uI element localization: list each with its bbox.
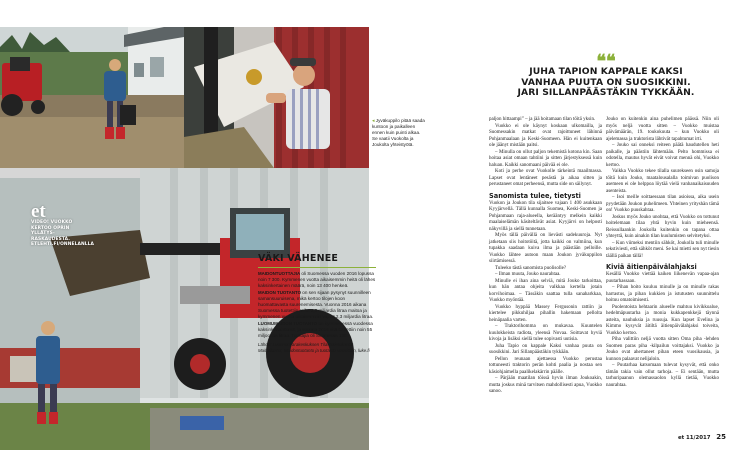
sidebar-rule <box>258 267 376 268</box>
photo-farmyard <box>0 27 184 168</box>
sidebar-source: Lähde: Luonnonvarakeskuksen Tilastotietokanta: Maitotilastot, Maidontuotanto ja tuotanto vuosittain, luke.fi <box>258 342 370 353</box>
sidebar-paragraph <box>258 321 376 339</box>
photo-caption <box>372 118 427 148</box>
pull-quote-text <box>493 67 719 99</box>
subheading: Sanomista tulee, tietysti <box>489 191 581 200</box>
paragraph: paljon hittaampi” – ja jää hoitamaan tilan töitä yksin. <box>489 117 596 122</box>
pull-quote <box>493 51 719 99</box>
paragraph: – Jouko sai onneksi reiteen päätä haudutellen heti paikalle, ja päästiin lähtemään. Pelto hommissa ei odotella, mautus hyvät eivät voivat mennä ohi, Vuokko kertoo. <box>606 143 719 168</box>
quote-line: JUHA TAPION KAPPALE KAKSI <box>529 66 683 77</box>
paragraph: Juha Tapio on kappale Kaksi vanhaa puuta on suosikkini. Jari Sillanpäästäkin tykkään. <box>489 343 602 355</box>
paragraph: Joskus myös Jouko unohtaa, että Vuokko on tottunut hoitelemaan tilaa yhtä hyvin kuin mieheensä. Reissullaankin Joukolla kuitenkin on tapana ottaa yhteyttä, kuin ainakin tilan kuulumisten selvitetyksi. <box>606 214 719 239</box>
paragraph: Puolentoista hehtaarin alueelle mahtuu kivikkoalue, hedelmäpuutarha ja monia kukkapenkkejä täynnä asteita, nauhuksia ja ruusuja. Kun lapset Evelina ja Kimmo kysyvät äitiltä äitienpäivälahjaksi toiveita, Vuokko kertoo. <box>606 304 719 336</box>
page-footer <box>678 433 726 441</box>
photo-caption-text: Jyväkuppilo pitää saada kuntoon ja paikalleen ennen kuin puinti alkaa. Se vaatii Vuokolta ja Joukolta yhteistyötä. <box>372 118 425 147</box>
magazine-issue: et 11/2017 <box>677 435 711 441</box>
paragraph: Vuokko hyppää Massey Fergusonin rattiin ja kiertelee pikkuhiljaa pihallin hakemaan pellolta heinäpaalia varten. <box>489 304 602 323</box>
paragraph: – Kun viimeksi mentiin sähköt, Joukolla tuli minulle tekstiviesti, että sähköt meni. Se kai mietti sen nyt tiesin täällä paikan tällä! <box>606 240 719 259</box>
paragraph: – Isoi meille soittaessaan tilan asioissa, aika usein pyydetään Joukon puhelimeen. Yhteinen yrityshän tämä on! Vuokko puuskahtaa. <box>606 195 719 213</box>
sidebar-title: VÄKI VÄHENEE <box>258 253 339 264</box>
paragraph: – Puutarhaa katsomaan tulevat kysyvät, että onko tämän takia vain ollut tarhoja. – Ei sentään, mutta tarhuripaanun olemassaolon kyllä tietää, Vuokko naurahtaa. <box>606 363 719 388</box>
photo-farmer <box>184 27 369 168</box>
sidebar-label: MAIDONTUOTTAJIA <box>258 271 301 276</box>
sidebar-text: on kymmenessä vuodessa kaksinkertaistunut, ja vuonna 2016 sitä tuotettiin noin 55 miljoonaa litraa. Tuottajia oli Suomessa 139. <box>258 321 373 338</box>
paragraph: Jouko on kuitenkin aina puhelimen päässä. Niin oli myös neljä vuotta sitten – Vuokko muistaa päivämäärän, 19. toukokuuta – kun Vuokko oli ajelemassa ja traktorista lähtivät tapahtumat irti. <box>606 117 719 142</box>
paragraph: – Pihan hoito kuuluu minulle ja on minulle rakas harrastus, ja pihan kukkien ja istutusten suunnittelu hoituu omatoimisesti. <box>606 285 719 303</box>
subheading: Kiviä äitienpäivälahjaksi <box>606 263 697 271</box>
paragraph: Koti ja perhe ovat Vuokolle tärkeintä maailmassa. Lapset ovat lentäneet pesästä ja aikaa sitten ja perustaneet omat perheensä, mutta side on säilynyt. <box>489 169 602 187</box>
paragraph: Vuokon ja Joukon tila sijaitsee vajaan 1 400 asukkaan Kyyjärvellä. Tällä kunnalla Suomea, Keski-Suomen ja Pohjanmaan raja-alueella, kerääntyy melkein kaikki maalaiselämän käsiteltävät asiat. Kyyjärvi on helposti näkyvillä ja siellä tunnetaan. <box>489 200 602 232</box>
facts-sidebar <box>258 253 376 354</box>
quote-line: VANHAA PUUTA ON SUOSIKKINI. <box>521 76 691 88</box>
quote-marks-icon: ❝❝ <box>596 51 616 71</box>
paragraph: Vaikka Vuokko tekee tilalla suurekseen osin samoja töitä kuin Jouko, maatalousalalla toimivan puolison asemeen ei ole helppoa löytää vielä vanhanaikaisuuden asenteista. <box>606 169 719 194</box>
video-badge-text[interactable]: VIDEO! VUOKKO KERTOO OPRIN YLLÄTYS-RASKAUDESTA. ETLEHTI.FI/ONNELANLLA <box>31 220 95 248</box>
paragraph: Vuokko ei ole käynyt koskaan ulkomailla, ja Suomessakin matkat ovat rajoittuneet lähinnä Pohjanmaalaan ja Keski-Suomeen. Hän ei kuitenkaan ole jäänyt mistään paitsi. <box>489 123 602 148</box>
caption-arrow-icon: ◂ <box>372 118 375 124</box>
article-column-1 <box>489 117 602 396</box>
paragraph: Pellon reunaan ajettaessa Vuokko perustaa tottuneesti traktorin perän kohti paalia ja nostaa sen käsiohjaimella paalikelakärrin päälle. <box>489 356 602 375</box>
paragraph: – Pärjään maatilan töissä hyvin ilman Joukoakin, mutta joskus minä tarvitsen mahdollisesti apua, Vuokko sanoo. <box>489 376 602 394</box>
video-badge[interactable] <box>31 201 95 248</box>
paragraph: Minulle ei ihan aina selviä, mitä Jouko tarkoittaa, kun hän antaa ohjeita valkkaa kertella jotain korvihoimaa. – Tässäkin saattaa tulla sanaharkkaa, Vuokko myöntää. <box>489 278 602 303</box>
page-number: 25 <box>716 433 726 441</box>
et-logo: et <box>31 201 46 222</box>
sidebar-text: oli Suomessa vuoden 2016 lopussa noin 7 300. Kymmenen vuotta aikaisemmin heitä oli lähes kaksinkertainen määrä, noin 13 400 henkeä. <box>258 271 376 288</box>
paragraph: – Ilman muuta, Jouko naurahtaa. <box>495 272 561 277</box>
paragraph: – Minulla on ollut paljon tekemistä kotona kin. Saan hoitaa asiat omaan tahtiini ja sitten järjestyksessä kuin haluan. Kaikki sanomaani päivää ei ole. <box>489 149 602 168</box>
sidebar-paragraph <box>258 271 376 289</box>
paragraph: Tuleeko tästä sanomista puolisolle? <box>495 265 567 271</box>
article-column-2 <box>606 117 719 389</box>
paragraph: Kesällä Vuokko viettää kaiken liikenevän vapaa-ajan puutarhassaan. <box>606 272 719 284</box>
paragraph: – Traktorihomma on mukavaa. Kuuntelen kuulokkeista radiota, yleensä Novaa. Soittavat hyviä kivoja ja lisäksi siellä tulee sopivasti uutisia. <box>489 324 602 342</box>
sidebar-label: LUOMUMAIDON TUOTANTO <box>258 321 318 326</box>
sidebar-text: on sen sijaan pysynyt suunnilleen samansuuruisena, mikä kertoo tilojen koon huomattavasta suurenemisesta. Vuonna 2016 aikana Suomessa tuotettiin reilut 2,3 miljardia litraa maitoa ja kymmenen vuotta aikaisemmin vajaat 2,3 miljardia litraa. <box>258 290 374 319</box>
paragraph: Myös tällä päivällä on lievästi sadekuuroja. Nyt jatketaan siis hoitotöitä, jotta kaikki on valmiina, kun tupakka saadaan kuiva ilma ja päästään pelloille. Vuokko lähtee autoon maan Joukon jyväkuppilon siirtämisessä. <box>489 233 602 264</box>
paragraph: Piha valittiin neljä vuotta sitten Oma piha -lehden Suomen paras piha -kilpailun voittajaksi. Vuokko ja Jouko ovat ahertaneet pihan eteen vuosikausia, ja kunnon palaavat nelijaloin. <box>606 337 719 362</box>
sidebar-label: MAIDON TUOTANTO <box>258 290 302 295</box>
sidebar-paragraph <box>258 290 376 320</box>
quote-line: JARI SILLANPÄÄSTÄKIN TYKKÄÄN. <box>517 87 695 99</box>
